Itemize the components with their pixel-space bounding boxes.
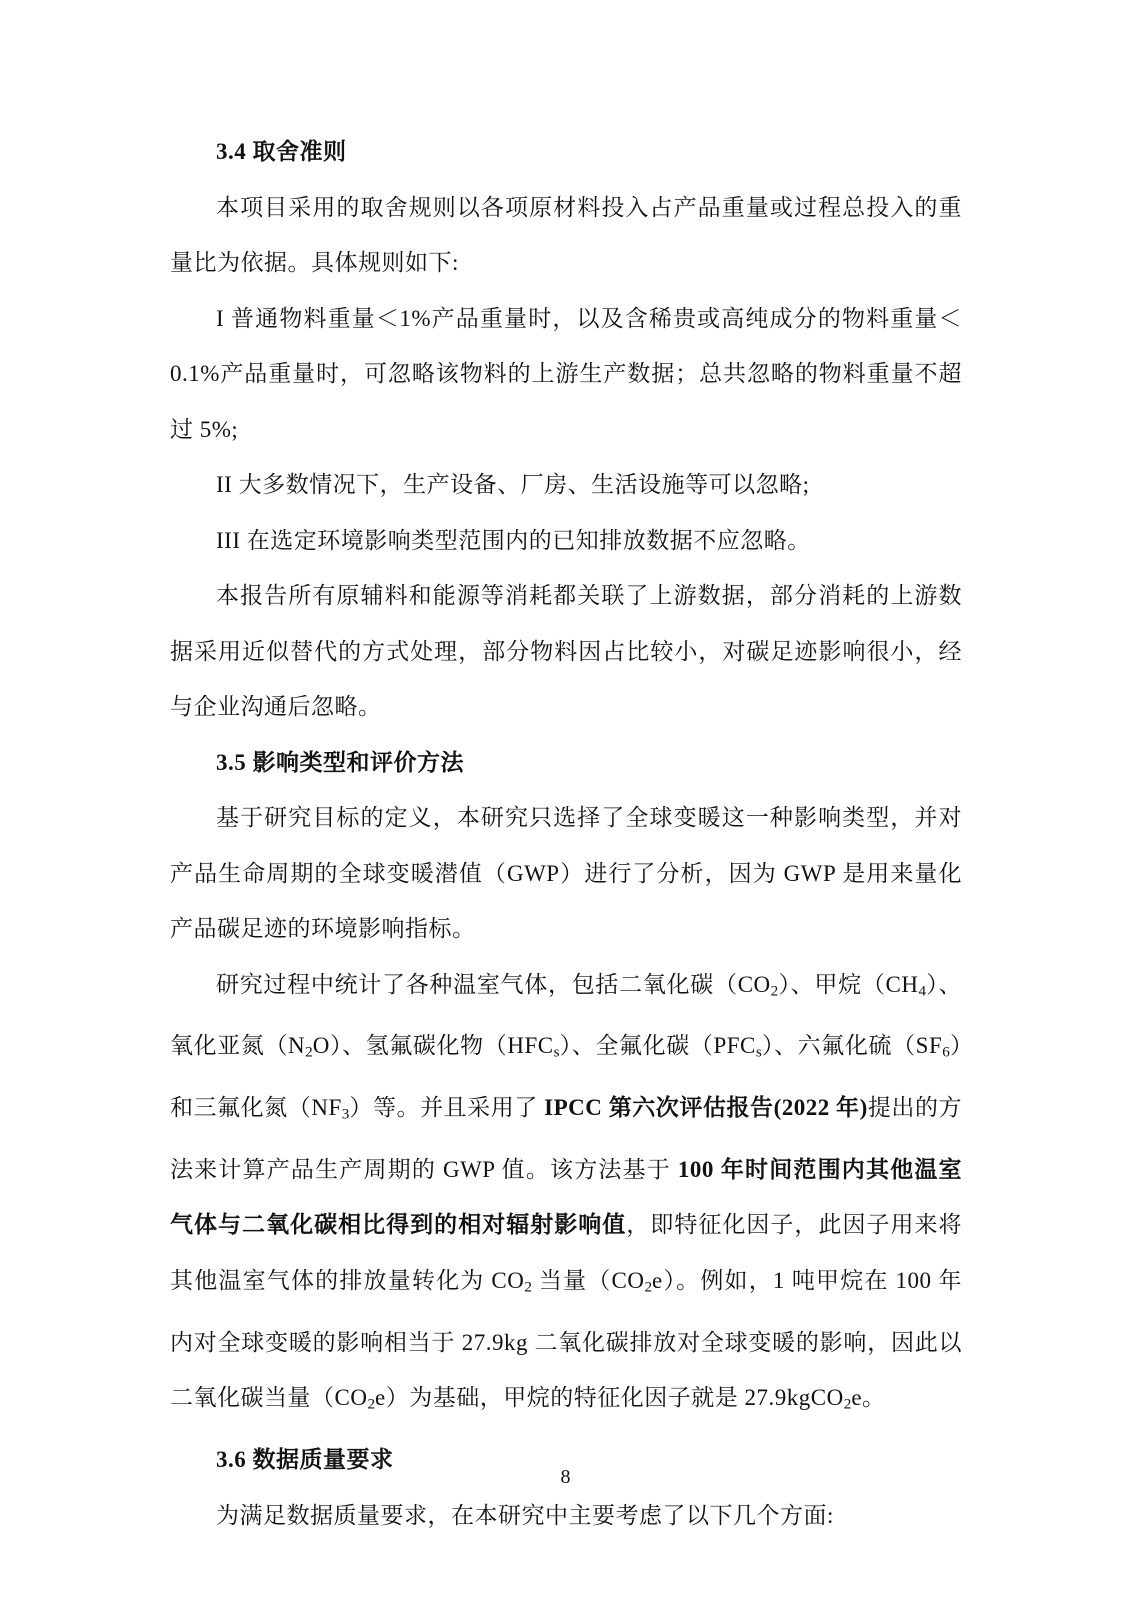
paragraph (170, 180, 962, 291)
paragraph (170, 457, 962, 513)
paragraph (170, 513, 962, 569)
text-run: ）、六氟化硫（SF (761, 1033, 943, 1059)
text-run: 研究过程中统计了各种温室气体，包括二氧化碳（CO (216, 971, 771, 997)
text-run: 本报告所有原辅料和能源等消耗都关联了上游数据，部分消耗的上游数据采用近似替代的方式处理，部分物料因占比较小，对碳足迹影响很小，经与企业沟通后忽略。 (170, 583, 962, 719)
text-run: ）等。并且采用了 (349, 1095, 545, 1121)
text-run: 2 (367, 1395, 376, 1413)
text-run: 3.6 数据质量要求 (216, 1447, 394, 1473)
text-run: 6 (942, 1043, 950, 1061)
text-run: IPCC 第六次评估报告(2022 年) (544, 1095, 868, 1121)
text-run: 2 (644, 1278, 653, 1296)
text-run: s (553, 1043, 560, 1061)
text-run: ）、全氟化碳（PFC (559, 1033, 756, 1059)
text-run: e）。例如，1 吨甲烷在 100 年内对全球变暖的影响相当于 27.9kg 二氧化碳排放对全球变暖的影响，因此以二氧化碳当量（CO (170, 1267, 962, 1411)
page-footer (0, 1462, 1131, 1492)
text-run: ）、甲烷（CH (778, 971, 919, 997)
text-run: e。 (851, 1385, 886, 1411)
paragraph (170, 291, 962, 458)
text-run: 基于研究目标的定义，本研究只选择了全球变暖这一种影响类型，并对产品生命周期的全球变暖潜值（GWP）进行了分析，因为 GWP 是用来量化产品碳足迹的环境影响指标。 (170, 805, 962, 941)
paragraph (170, 1488, 962, 1544)
text-run: ）和三氟化氮（NF (170, 1033, 962, 1121)
text-run: 2 (305, 1043, 313, 1061)
section-heading (170, 124, 962, 180)
text-run: I 普通物料重量＜1%产品重量时，以及含稀贵或高纯成分的物料重量＜0.1%产品重量时，可忽略该物料的上游生产数据；总共忽略的物料重量不超过 5%; (170, 305, 962, 442)
text-run: 100 年时间范围内其他温室气体与二氧化碳相比得到的相对辐射影响值 (170, 1156, 963, 1238)
text-run: 2 (524, 1278, 532, 1296)
paragraph (170, 957, 962, 1433)
text-run: 当量（CO (531, 1267, 645, 1293)
text-run: 提出的方法来计算产品生产周期的 GWP 值。该方法基于 (170, 1095, 963, 1182)
text-run: ，即特征化因子，此因子用来将其他温室气体的排放量转化为 CO (170, 1212, 962, 1293)
text-run: 3.4 取舍准则 (216, 139, 347, 164)
paragraph (170, 568, 962, 735)
text-run: 2 (770, 981, 779, 999)
text-run: 4 (918, 981, 927, 999)
text-run: 3 (341, 1105, 350, 1123)
paragraph (170, 790, 962, 957)
document-body (170, 124, 962, 1543)
text-run: s (755, 1043, 762, 1061)
text-run: 2 (843, 1395, 852, 1413)
text-run: ）、氧化亚氮（N (170, 971, 963, 1059)
text-run: 本项目采用的取舍规则以各项原材料投入占产品重量或过程总投入的重量比为依据。具体规则如下: (170, 194, 962, 275)
text-run: 3.5 影响类型和评价方法 (216, 749, 464, 775)
text-run: 为满足数据质量要求，在本研究中主要考虑了以下几个方面: (216, 1502, 834, 1528)
text-run: II 大多数情况下，生产设备、厂房、生活设施等可以忽略; (216, 472, 810, 497)
page-number: 8 (560, 1466, 571, 1488)
text-run: O）、氢氟碳化物（HFC (312, 1033, 554, 1059)
section-heading (170, 735, 962, 791)
text-run: III 在选定环境影响类型范围内的已知排放数据不应忽略。 (216, 527, 811, 553)
text-run: e）为基础，甲烷的特征化因子就是 27.9kgCO (375, 1385, 844, 1411)
